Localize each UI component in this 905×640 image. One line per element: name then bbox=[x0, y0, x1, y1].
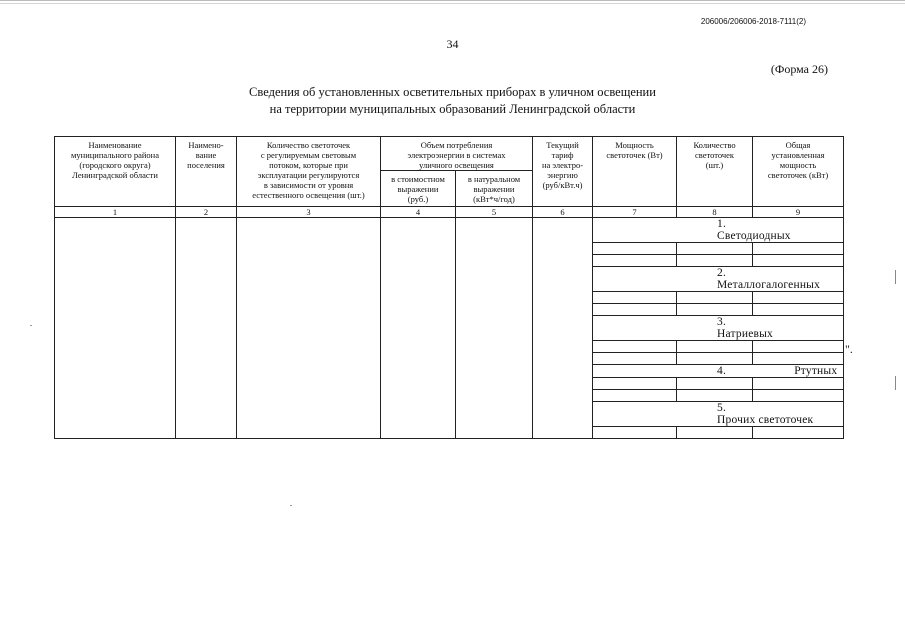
header-total-power: Общая установленная мощность светоточек (кВт) bbox=[753, 137, 844, 207]
cell-power bbox=[593, 243, 677, 255]
page-number: 34 bbox=[446, 37, 459, 51]
cell-total-power bbox=[753, 427, 844, 439]
title-line-1: Сведения об установленных осветительных приборах в уличном освещении bbox=[249, 85, 656, 99]
cell-natural bbox=[456, 218, 533, 439]
header-natural: в натуральном выражении (кВт*ч/год) bbox=[456, 171, 533, 207]
cell-total-power bbox=[753, 243, 844, 255]
scan-margin-mark bbox=[895, 270, 896, 284]
scan-edge-line bbox=[0, 0, 905, 1]
header-energy-consumption: Объем потребления электроэнергии в системах уличного освещения bbox=[381, 137, 533, 171]
cell-total-power bbox=[753, 292, 844, 304]
cell-count bbox=[677, 341, 753, 353]
column-number: 5 bbox=[456, 207, 533, 218]
header-count: Количество светоточек (шт.) bbox=[677, 137, 753, 207]
cell-power bbox=[593, 304, 677, 316]
cell-count bbox=[677, 255, 753, 267]
column-number: 3 bbox=[237, 207, 381, 218]
header-regulated-points: Количество светоточек с регулируемым световым потоком, которые при эксплуатации регулируются в зависимости от уровня естественного освещения (шт.) bbox=[237, 137, 381, 207]
cell-power bbox=[593, 427, 677, 439]
scan-dot bbox=[30, 325, 32, 326]
section-heading: 5. Прочих светоточек bbox=[593, 402, 844, 427]
cell-district bbox=[55, 218, 176, 439]
title-line-2: на территории муниципальных образований Ленинградской области bbox=[269, 102, 636, 116]
header-tariff: Текущий тариф на электро- энергию (руб/кВт.ч) bbox=[533, 137, 593, 207]
header-power: Мощность светоточек (Вт) bbox=[593, 137, 677, 207]
cell-count bbox=[677, 304, 753, 316]
scan-dot bbox=[290, 505, 292, 506]
cell-power bbox=[593, 341, 677, 353]
cell-power bbox=[593, 353, 677, 365]
section-heading: 2. Металлогалогенных bbox=[593, 267, 844, 292]
cell-total-power bbox=[753, 390, 844, 402]
cell-settlement bbox=[176, 218, 237, 439]
header-district: Наименование муниципального района (городского округа) Ленинградской области bbox=[55, 137, 176, 207]
document-title bbox=[0, 84, 905, 118]
cell-total-power bbox=[753, 378, 844, 390]
cell-total-power bbox=[753, 304, 844, 316]
header-settlement: Наимено- вание поселения bbox=[176, 137, 237, 207]
cell-total-power bbox=[753, 255, 844, 267]
cell-count bbox=[677, 378, 753, 390]
column-number: 1 bbox=[55, 207, 176, 218]
column-numbers-row bbox=[55, 207, 844, 218]
cell-count bbox=[677, 243, 753, 255]
cell-count bbox=[677, 427, 753, 439]
column-number: 7 bbox=[593, 207, 677, 218]
cell-tariff bbox=[533, 218, 593, 439]
cell-regulated-points bbox=[237, 218, 381, 439]
section-heading: 4. Ртутных bbox=[593, 365, 844, 378]
cell-total-power bbox=[753, 353, 844, 365]
document-id: 206006/206006-2018-7111(2) bbox=[700, 17, 806, 26]
cell-power bbox=[593, 255, 677, 267]
scan-margin-mark bbox=[895, 376, 896, 390]
column-number: 9 bbox=[753, 207, 844, 218]
cell-cost bbox=[381, 218, 456, 439]
cell-count bbox=[677, 390, 753, 402]
closing-quote: ". bbox=[845, 342, 853, 356]
form-label: (Форма 26) bbox=[770, 62, 828, 76]
cell-power bbox=[593, 390, 677, 402]
cell-total-power bbox=[753, 341, 844, 353]
column-number: 6 bbox=[533, 207, 593, 218]
cell-count bbox=[677, 292, 753, 304]
column-number: 2 bbox=[176, 207, 237, 218]
section-heading: 3. Натриевых bbox=[593, 316, 844, 341]
scan-edge-line bbox=[0, 3, 905, 4]
cell-power bbox=[593, 378, 677, 390]
header-cost: в стоимостном выражении (руб.) bbox=[381, 171, 456, 207]
cell-count bbox=[677, 353, 753, 365]
column-number: 8 bbox=[677, 207, 753, 218]
data-table bbox=[54, 136, 844, 439]
section-heading: 1. Светодиодных bbox=[593, 218, 844, 243]
column-number: 4 bbox=[381, 207, 456, 218]
cell-power bbox=[593, 292, 677, 304]
